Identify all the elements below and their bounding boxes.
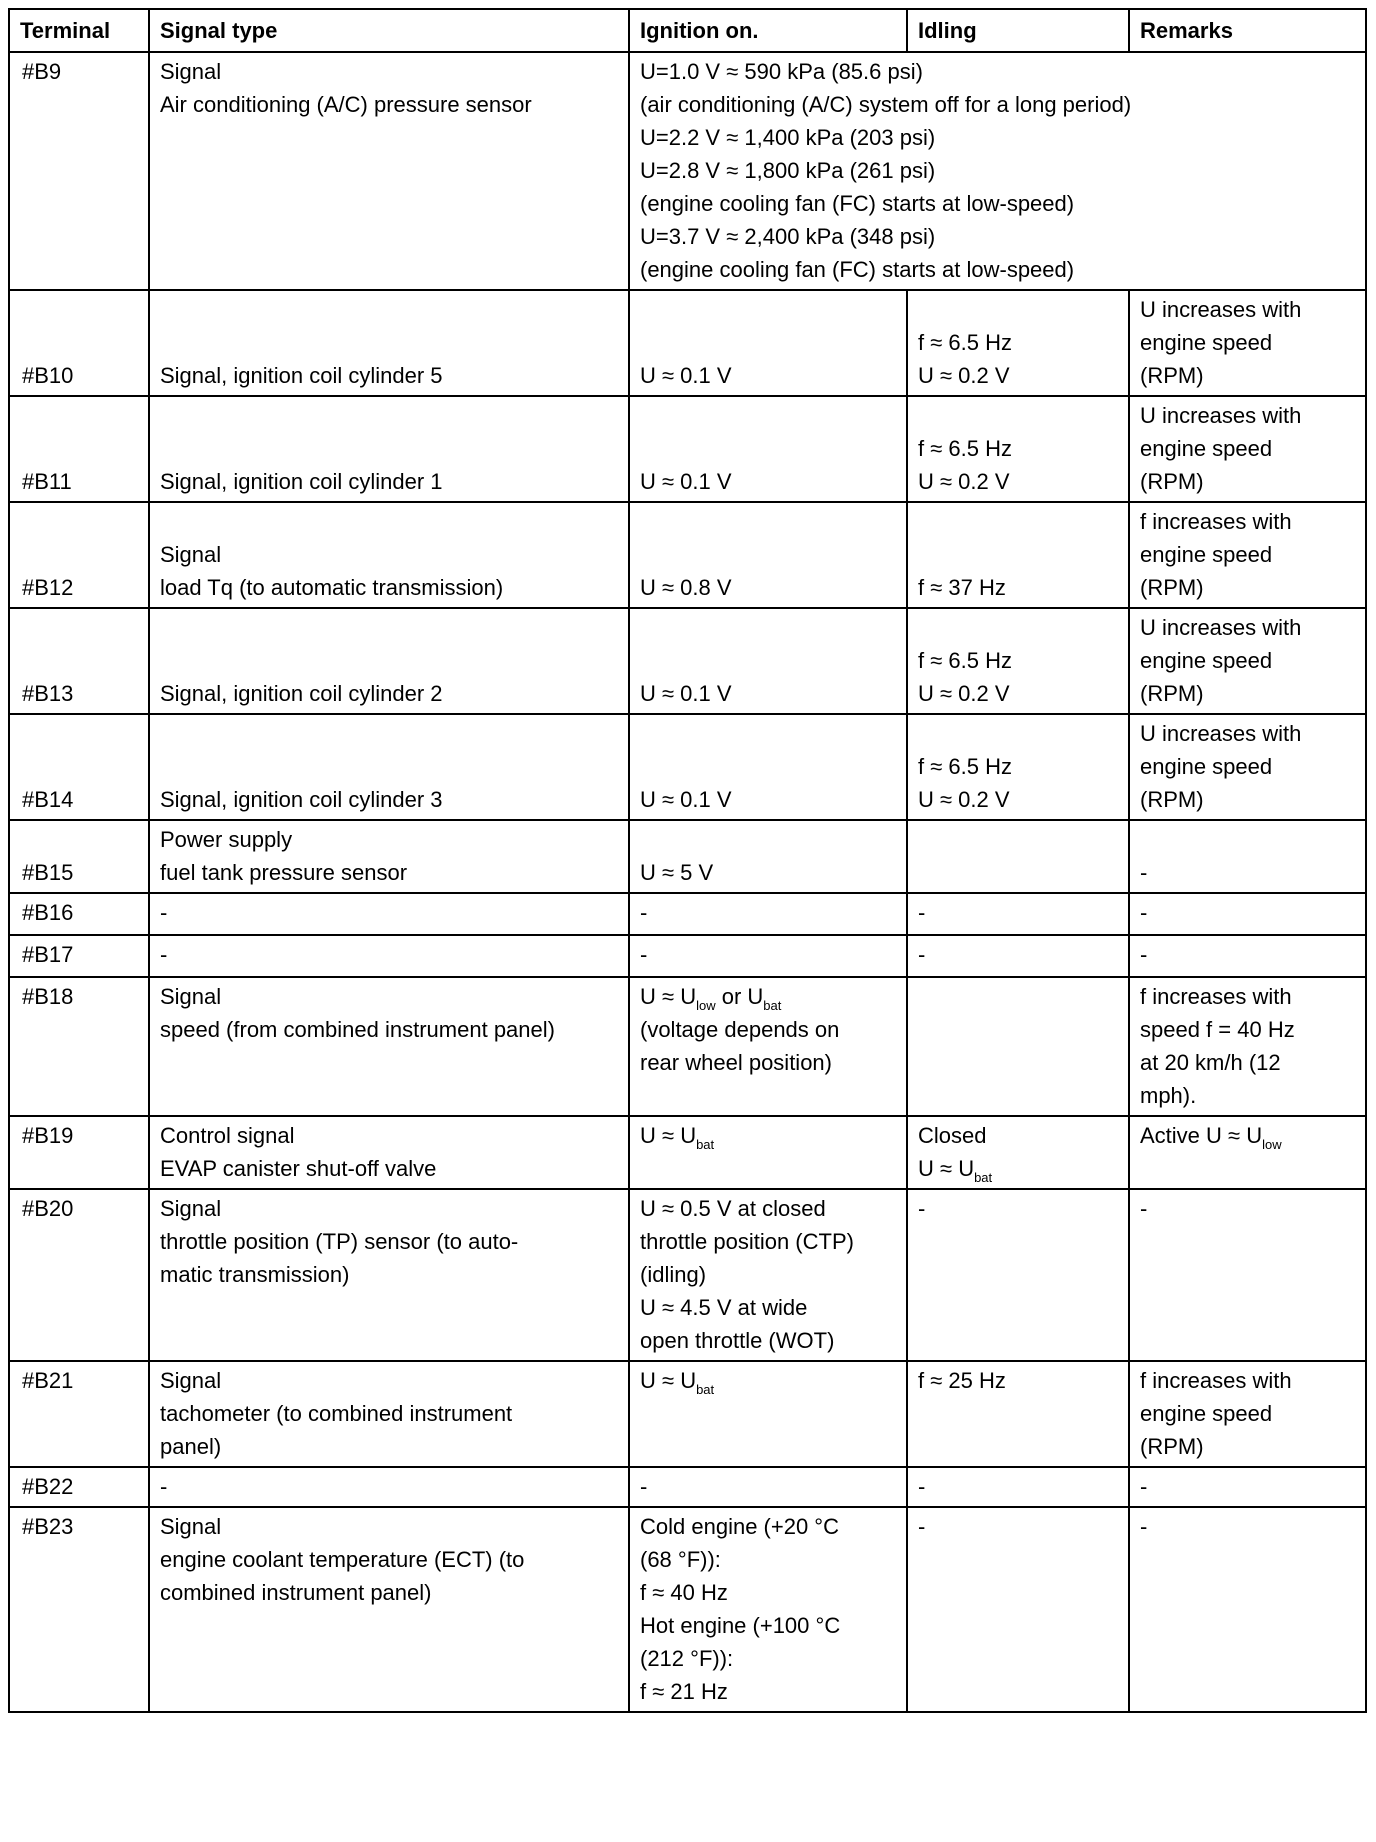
terminal-cell [9,1361,149,1467]
table-row [9,893,1366,935]
ignition-on-cell-line: (68 °F)): [640,1547,721,1572]
signal-type-cell-line: load Tq (to automatic transmission) [160,575,504,600]
terminal-cell [9,502,149,608]
merged-values-cell [629,52,1366,290]
idling-cell-line: - [918,1474,926,1499]
idling-cell-line: U ≈ 0.2 V [918,469,1010,494]
remarks-cell-line: f increases with [1140,984,1292,1009]
ignition-on-cell-line: U ≈ 0.8 V [640,575,732,600]
signal-type-cell [149,714,629,820]
signal-type-cell-line: Signal [160,59,222,84]
terminal-cell [9,893,149,935]
terminal-cell-line: #B10 [22,363,74,388]
subscript: low [1262,1137,1282,1152]
idling-cell [907,714,1129,820]
table-row [9,502,1366,608]
ignition-on-cell-line: throttle position (CTP) [640,1229,854,1254]
idling-cell-line: U ≈ 0.2 V [918,787,1010,812]
header-signal-type: Signal type [149,9,629,52]
signal-type-cell-line: EVAP canister shut-off valve [160,1156,437,1181]
remarks-cell [1129,1189,1366,1361]
signal-type-cell-line: fuel tank pressure sensor [160,860,408,885]
idling-cell [907,893,1129,935]
idling-cell-line: f ≈ 37 Hz [918,575,1006,600]
remarks-cell [1129,977,1366,1116]
remarks-cell [1129,893,1366,935]
ignition-on-cell [629,1361,907,1467]
signal-type-cell-line: Signal [160,1368,222,1393]
terminal-cell-line: #B12 [22,575,74,600]
merged-values-cell-line: U=1.0 V ≈ 590 kPa (85.6 psi) [640,59,923,84]
idling-cell [907,608,1129,714]
ignition-on-cell-line: open throttle (WOT) [640,1328,835,1353]
remarks-cell-line: speed f = 40 Hz [1140,1017,1295,1042]
terminal-cell [9,52,149,290]
signal-type-cell-line: Signal [160,1196,222,1221]
terminal-cell-line: #B22 [22,1474,74,1499]
header-ignition-on: Ignition on. [629,9,907,52]
terminal-cell [9,935,149,977]
signal-type-cell [149,502,629,608]
terminal-cell [9,290,149,396]
idling-cell-line: U ≈ 0.2 V [918,363,1010,388]
header-terminal: Terminal [9,9,149,52]
remarks-cell-line: f increases with [1140,509,1292,534]
remarks-cell [1129,290,1366,396]
signal-type-cell [149,1116,629,1189]
terminal-cell-line: #B15 [22,860,74,885]
signal-type-cell [149,820,629,893]
ignition-on-cell [629,714,907,820]
ignition-on-cell-line: - [640,900,648,925]
ignition-on-cell [629,1116,907,1189]
remarks-cell-line: (RPM) [1140,575,1204,600]
table-row [9,608,1366,714]
terminal-cell-line: #B17 [22,942,74,967]
terminal-cell [9,396,149,502]
signal-type-cell-line: Power supply [160,827,293,852]
remarks-cell-line: (RPM) [1140,1434,1204,1459]
header-remarks: Remarks [1129,9,1366,52]
signal-type-cell-line: Signal, ignition coil cylinder 3 [160,787,443,812]
ignition-on-cell [629,893,907,935]
idling-cell [907,1361,1129,1467]
remarks-cell-line: (RPM) [1140,787,1204,812]
terminal-cell [9,1507,149,1712]
ignition-on-cell-line: $U \approx U_{bat}$ [640,1368,715,1397]
signal-type-cell-line: matic transmission) [160,1262,350,1287]
ignition-on-cell [629,820,907,893]
signal-table-page [8,8,1365,1713]
ignition-on-cell-line: U ≈ 0.1 V [640,363,732,388]
idling-cell-line: f ≈ 6.5 Hz [918,754,1012,779]
terminal-cell-line: #B14 [22,787,74,812]
remarks-cell-line: - [1140,1474,1148,1499]
ignition-on-cell-line: (idling) [640,1262,707,1287]
remarks-cell-line: - [1140,1196,1148,1221]
idling-cell-line: - [918,1196,926,1221]
terminal-cell-line: #B9 [22,59,62,84]
remarks-cell-line: engine speed [1140,1401,1273,1426]
terminal-cell-line: #B23 [22,1514,74,1539]
ignition-on-cell-line: $U \approx U_{bat}$ [640,1123,715,1152]
signal-type-cell-line: Signal [160,984,222,1009]
signal-type-cell [149,396,629,502]
remarks-cell-line: engine speed [1140,648,1273,673]
remarks-cell [1129,1116,1366,1189]
idling-cell [907,820,1129,893]
table-row [9,396,1366,502]
ignition-on-cell [629,935,907,977]
table-row [9,1507,1366,1712]
ignition-on-cell [629,608,907,714]
signal-type-cell-line: - [160,1474,168,1499]
remarks-cell [1129,1361,1366,1467]
table-row [9,52,1366,290]
table-row [9,820,1366,893]
idling-cell [907,935,1129,977]
idling-cell-line: - [918,942,926,967]
remarks-cell-line: - [1140,900,1148,925]
signal-type-cell-line: - [160,942,168,967]
ignition-on-cell-line: (voltage depends on [640,1017,840,1042]
terminal-cell [9,608,149,714]
signal-type-cell [149,1189,629,1361]
ignition-on-cell-line: $U \approx U_{low}$ or $U_{bat}$ [640,984,782,1013]
idling-cell-line: - [918,900,926,925]
terminal-cell-line: #B16 [22,900,74,925]
remarks-cell [1129,714,1366,820]
signal-type-cell [149,290,629,396]
remarks-cell-line: (RPM) [1140,469,1204,494]
signal-type-cell-line: speed (from combined instrument panel) [160,1017,555,1042]
merged-values-cell-line: U=2.8 V ≈ 1,800 kPa (261 psi) [640,158,936,183]
ignition-on-cell-line: Hot engine (+100 °C [640,1613,841,1638]
signal-type-cell [149,935,629,977]
merged-values-cell-line: (engine cooling fan (FC) starts at low-speed) [640,191,1075,216]
remarks-cell-line: at 20 km/h (12 [1140,1050,1281,1075]
signal-type-cell-line: Signal [160,542,222,567]
idling-cell [907,1467,1129,1507]
ignition-on-cell [629,1507,907,1712]
ignition-on-cell-line: (212 °F)): [640,1646,734,1671]
remarks-cell-line: mph). [1140,1083,1197,1108]
idling-cell [907,1507,1129,1712]
remarks-cell-line: U increases with [1140,615,1302,640]
subscript: low [696,998,716,1013]
subscript: bat [974,1170,993,1185]
remarks-cell-line: U increases with [1140,403,1302,428]
ignition-on-cell-line: Cold engine (+20 °C [640,1514,839,1539]
ignition-on-cell-line: U ≈ 5 V [640,860,714,885]
signal-type-cell [149,977,629,1116]
ignition-on-cell-line: U ≈ 0.1 V [640,681,732,706]
terminal-cell-line: #B11 [22,469,72,494]
table-row [9,714,1366,820]
signal-type-cell [149,893,629,935]
signal-type-cell-line: Signal, ignition coil cylinder 1 [160,469,443,494]
idling-cell-line: f ≈ 25 Hz [918,1368,1006,1393]
remarks-cell-line: U increases with [1140,297,1302,322]
terminal-cell [9,820,149,893]
table-body [9,52,1366,1712]
idling-cell-line: f ≈ 6.5 Hz [918,330,1012,355]
subscript: bat [763,998,782,1013]
ignition-on-cell [629,1189,907,1361]
idling-cell [907,1189,1129,1361]
merged-values-cell-line: (engine cooling fan (FC) starts at low-speed) [640,257,1075,282]
remarks-cell-line: U increases with [1140,721,1302,746]
table-row [9,1361,1366,1467]
signal-type-cell [149,52,629,290]
signal-type-cell-line: panel) [160,1434,222,1459]
table-row [9,290,1366,396]
remarks-cell-line: - [1140,942,1148,967]
remarks-cell [1129,502,1366,608]
merged-values-cell-line: (air conditioning (A/C) system off for a long period) [640,92,1132,117]
terminal-cell-line: #B18 [22,984,74,1009]
remarks-cell-line: Active $U \approx U_{low}$ [1140,1123,1282,1152]
signal-type-cell-line: Signal, ignition coil cylinder 5 [160,363,443,388]
idling-cell-line: - [918,1514,926,1539]
table-row [9,977,1366,1116]
header-idling: Idling [907,9,1129,52]
terminal-cell [9,977,149,1116]
terminal-cell-line: #B20 [22,1196,74,1221]
remarks-cell-line: engine speed [1140,754,1273,779]
ignition-on-cell-line: f ≈ 21 Hz [640,1679,728,1704]
signal-type-cell-line: Signal [160,1514,222,1539]
idling-cell [907,502,1129,608]
remarks-cell [1129,1507,1366,1712]
idling-cell [907,977,1129,1116]
idling-cell [907,396,1129,502]
remarks-cell-line: engine speed [1140,542,1273,567]
table-row [9,1116,1366,1189]
terminal-cell [9,1116,149,1189]
remarks-cell-line: engine speed [1140,330,1273,355]
remarks-cell-line: - [1140,1514,1148,1539]
signal-type-cell [149,1467,629,1507]
ignition-on-cell-line: U ≈ 0.1 V [640,787,732,812]
remarks-cell [1129,1467,1366,1507]
ignition-on-cell [629,502,907,608]
idling-cell [907,290,1129,396]
idling-cell-line: f ≈ 6.5 Hz [918,436,1012,461]
signal-type-cell [149,1507,629,1712]
remarks-cell-line: (RPM) [1140,363,1204,388]
ignition-on-cell [629,977,907,1116]
table-row [9,1467,1366,1507]
ignition-on-cell [629,1467,907,1507]
remarks-cell [1129,820,1366,893]
ignition-on-cell-line: U ≈ 4.5 V at wide [640,1295,808,1320]
ignition-on-cell-line: U ≈ 0.1 V [640,469,732,494]
signal-type-cell-line: tachometer (to combined instrument [160,1401,513,1426]
signal-type-cell-line: Control signal [160,1123,295,1148]
signal-type-cell [149,608,629,714]
signal-type-cell-line: Signal, ignition coil cylinder 2 [160,681,443,706]
signal-type-cell-line: Air conditioning (A/C) pressure sensor [160,92,532,117]
terminal-cell-line: #B19 [22,1123,74,1148]
merged-values-cell-line: U=2.2 V ≈ 1,400 kPa (203 psi) [640,125,936,150]
remarks-cell-line: - [1140,860,1148,885]
terminal-cell [9,1189,149,1361]
ignition-on-cell-line: - [640,1474,648,1499]
ignition-on-cell-line: - [640,942,648,967]
terminal-cell [9,714,149,820]
subscript: bat [696,1382,715,1397]
signal-type-cell-line: combined instrument panel) [160,1580,432,1605]
table-row [9,935,1366,977]
idling-cell [907,1116,1129,1189]
remarks-cell-line: (RPM) [1140,681,1204,706]
terminal-cell-line: #B21 [22,1368,74,1393]
remarks-cell [1129,396,1366,502]
remarks-cell [1129,935,1366,977]
table-row [9,1189,1366,1361]
merged-values-cell-line: U=3.7 V ≈ 2,400 kPa (348 psi) [640,224,936,249]
ignition-on-cell [629,290,907,396]
signal-type-cell-line: - [160,900,168,925]
signal-type-cell-line: throttle position (TP) sensor (to auto- [160,1229,519,1254]
terminal-signal-table [8,8,1367,1713]
terminal-cell-line: #B13 [22,681,74,706]
idling-cell-line: Closed [918,1123,987,1148]
idling-cell-line: f ≈ 6.5 Hz [918,648,1012,673]
signal-type-cell-line: engine coolant temperature (ECT) (to [160,1547,525,1572]
table-header-row [9,9,1366,52]
ignition-on-cell [629,396,907,502]
ignition-on-cell-line: U ≈ 0.5 V at closed [640,1196,826,1221]
terminal-cell [9,1467,149,1507]
signal-type-cell [149,1361,629,1467]
ignition-on-cell-line: rear wheel position) [640,1050,832,1075]
ignition-on-cell-line: f ≈ 40 Hz [640,1580,728,1605]
idling-cell-line: U ≈ 0.2 V [918,681,1010,706]
remarks-cell-line: f increases with [1140,1368,1292,1393]
remarks-cell [1129,608,1366,714]
idling-cell-line: $U \approx U_{bat}$ [918,1156,993,1185]
subscript: bat [696,1137,715,1152]
remarks-cell-line: engine speed [1140,436,1273,461]
